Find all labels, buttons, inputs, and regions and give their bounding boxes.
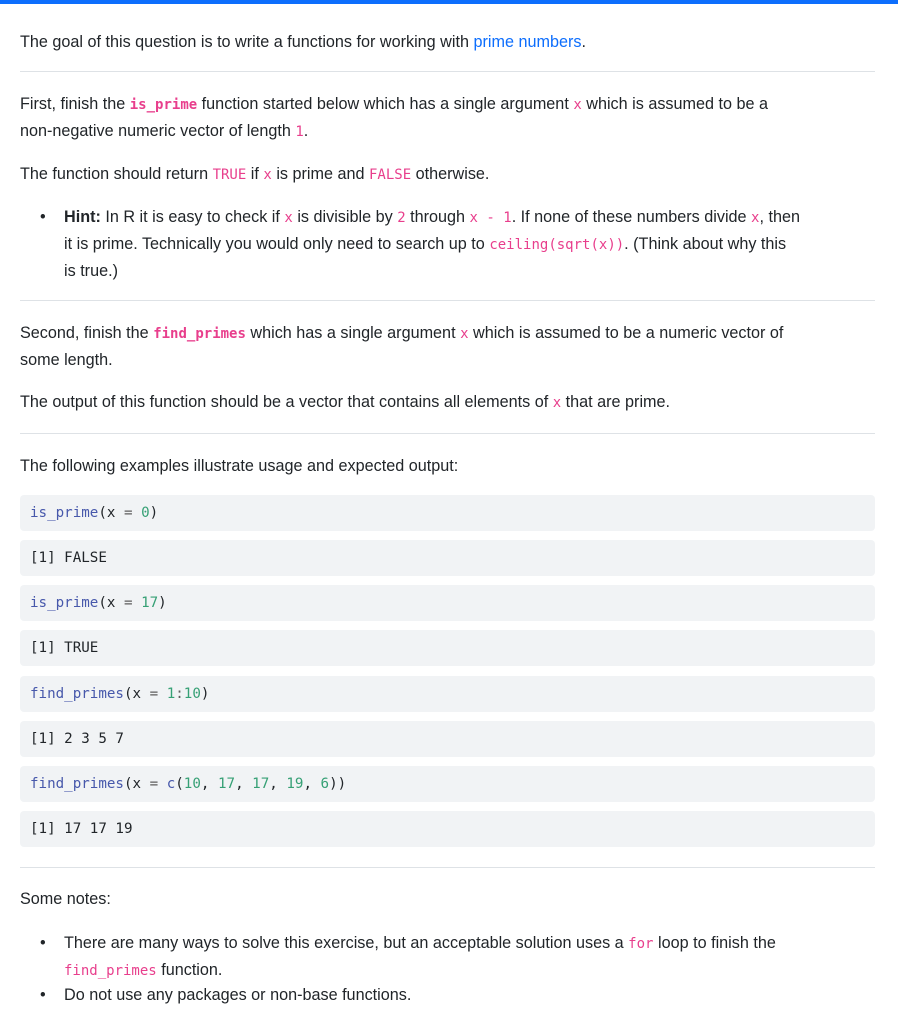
text: function started below which has a single argument	[197, 95, 574, 113]
is-prime-instructions	[20, 91, 875, 145]
x-code: x	[263, 167, 272, 183]
true-code: TRUE	[212, 167, 247, 183]
text: .	[303, 122, 309, 140]
code-operator: :	[175, 686, 184, 702]
text: which is assumed to be a	[581, 95, 769, 113]
false-code: FALSE	[369, 167, 412, 183]
text: , then	[759, 208, 800, 226]
x-code: x	[552, 395, 562, 411]
text: which is assumed to be a numeric vector of	[468, 324, 784, 342]
for-code: for	[628, 936, 654, 952]
code-token: ,	[269, 776, 287, 792]
code-block-example-4	[20, 766, 875, 802]
code-token	[158, 776, 167, 792]
divider	[20, 300, 875, 301]
code-number: 17	[217, 776, 236, 792]
output-instructions	[20, 389, 670, 416]
ceiling-sqrt-code: ceiling(sqrt(x))	[489, 237, 625, 253]
text: The output of this function should be a vector that contains all elements of	[20, 393, 553, 411]
is-prime-code: is_prime	[129, 97, 198, 113]
code-token: (	[175, 776, 184, 792]
code-token	[158, 686, 167, 702]
intro-period: .	[581, 33, 586, 51]
text: that are prime.	[561, 393, 671, 411]
find-primes-code: find_primes	[64, 963, 157, 979]
text: loop to finish the	[653, 934, 776, 952]
x-code: x	[460, 326, 469, 342]
code-token: (x	[123, 776, 150, 792]
examples-intro: The following examples illustrate usage and expected output:	[20, 457, 459, 475]
function-name: c	[166, 776, 176, 792]
x-code: x	[573, 97, 582, 113]
function-name: find_primes	[30, 776, 124, 792]
code-token: ,	[235, 776, 253, 792]
code-operator: =	[123, 505, 133, 521]
code-token: (x	[98, 595, 124, 611]
text: non-negative numeric vector of length	[20, 122, 296, 140]
text: it is prime. Technically you would only need to search up to	[64, 235, 490, 253]
notes-title: Some notes:	[20, 890, 111, 908]
output-block-3: [1] 2 3 5 7	[20, 721, 875, 757]
code-token: ,	[303, 776, 321, 792]
x-minus-one-code: x - 1	[469, 210, 512, 226]
text: . (Think about why this	[624, 235, 787, 253]
prime-numbers-link[interactable]: prime numbers	[473, 33, 582, 51]
function-name: find_primes	[30, 686, 124, 702]
code-operator: =	[149, 776, 159, 792]
text: is true.)	[64, 262, 118, 280]
text: some length.	[20, 351, 113, 369]
text: is prime and	[271, 165, 369, 183]
code-operator: =	[149, 686, 159, 702]
top-accent-bar	[0, 0, 898, 4]
divider	[20, 71, 875, 72]
text: is divisible by	[292, 208, 398, 226]
code-token	[133, 505, 142, 521]
code-block-example-3	[20, 676, 875, 712]
text: There are many ways to solve this exercise, but an acceptable solution uses a	[64, 934, 629, 952]
text: In R it is easy to check if	[100, 208, 285, 226]
code-number: 0	[141, 505, 150, 521]
find-primes-code: find_primes	[153, 326, 246, 342]
function-name: is_prime	[30, 595, 99, 611]
text: The function should return	[20, 165, 213, 183]
two-code: 2	[397, 210, 406, 226]
x-code: x	[751, 210, 760, 226]
bullet-dot: •	[40, 934, 46, 952]
text: . If none of these numbers divide	[511, 208, 752, 226]
bullet-dot: •	[40, 986, 46, 1004]
code-token	[133, 595, 142, 611]
x-code: x	[284, 210, 293, 226]
code-token: (x	[123, 686, 150, 702]
text: which has a single argument	[245, 324, 461, 342]
divider	[20, 867, 875, 868]
code-token: ,	[200, 776, 218, 792]
note-bullet-1	[20, 930, 875, 984]
text: through	[405, 208, 470, 226]
code-token: (x	[98, 505, 124, 521]
code-token: )	[158, 595, 167, 611]
code-token: )	[149, 505, 159, 521]
output-block-2: [1] TRUE	[20, 630, 875, 666]
code-token: )	[200, 686, 210, 702]
code-block-example-2	[20, 585, 875, 621]
text: function.	[156, 961, 223, 979]
code-number: 1	[166, 686, 176, 702]
code-number: 10	[183, 686, 201, 702]
text: if	[246, 165, 264, 183]
intro-paragraph	[20, 29, 586, 55]
return-instructions	[20, 161, 489, 188]
note-bullet-2	[20, 982, 875, 1008]
code-number: 6	[320, 776, 330, 792]
code-number: 17	[141, 595, 159, 611]
divider	[20, 433, 875, 434]
code-token: ))	[329, 776, 347, 792]
code-operator: =	[123, 595, 133, 611]
code-number: 17	[252, 776, 270, 792]
hint-bullet	[20, 204, 875, 284]
function-name: is_prime	[30, 505, 99, 521]
code-number: 19	[286, 776, 304, 792]
code-block-example-1	[20, 495, 875, 531]
hint-label: Hint:	[64, 208, 101, 226]
bullet-dot: •	[40, 208, 46, 226]
output-block-4: [1] 17 17 19	[20, 811, 875, 847]
intro-text: The goal of this question is to write a functions for working with	[20, 33, 474, 51]
find-primes-instructions	[20, 320, 875, 373]
output-block-1: [1] FALSE	[20, 540, 875, 576]
text: First, finish the	[20, 95, 130, 113]
one-code: 1	[295, 124, 304, 140]
text: otherwise.	[411, 165, 490, 183]
text: Second, finish the	[20, 324, 154, 342]
text: Do not use any packages or non-base functions.	[64, 986, 412, 1004]
code-number: 10	[183, 776, 201, 792]
